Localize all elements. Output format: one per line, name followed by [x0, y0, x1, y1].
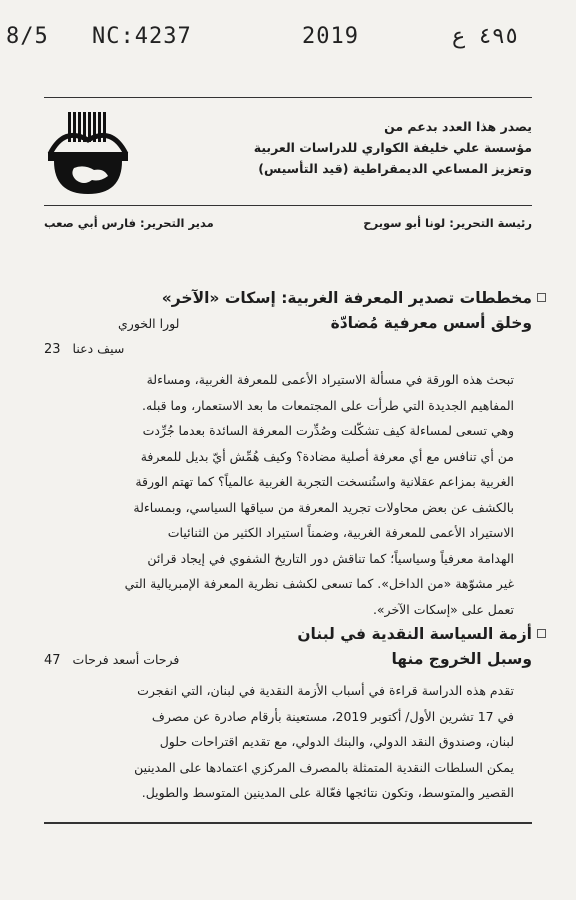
article-title: أزمة السياسة النقدية في لبنان	[297, 625, 532, 643]
abstract-line: الاستيراد الأعمى للمعرفة الغربية، وضمناً استيراد الكثير من الثنائيات	[167, 525, 514, 540]
abstract-line: القصير والمتوسط، وتكون نتائجها فعّالة على المدينين المتوسط والطويل.	[141, 785, 514, 800]
abstract-line: غير مشوّهة «من الداخل». كما تسعى لكشف نظرية المعرفة الإمبريالية التي	[124, 576, 514, 591]
abstract-line: المفاهيم الجديدة التي طرأت على المجتمعات ما بعد الاستعمار، وما قبله.	[142, 397, 514, 413]
page-number: 47	[44, 653, 61, 668]
abstract-line: الهدامة معرفياً وسياسياً؛ كما تناقش دور التاريخ الشفوي في إيجاد قرائن	[147, 550, 514, 566]
sponsor-line: وتعزيز المساعي الديمقراطية (قيد التأسيس)	[258, 161, 532, 176]
header-rule	[44, 205, 532, 206]
abstract-line: في 17 تشرين الأول/ أكتوبر 2019، مستعينة بأرقام صادرة عن مصرف	[151, 708, 514, 724]
managing-editor: مدير التحرير: فارس أبي صعب	[44, 216, 214, 230]
bullet-square-icon	[537, 629, 546, 638]
article-entry	[44, 622, 532, 806]
bottom-rule	[44, 822, 532, 824]
journal-logo-icon	[44, 110, 132, 196]
handwritten-reference: NC:4237	[92, 24, 192, 49]
sponsor-line: يصدر هذا العدد بدعم من	[384, 119, 532, 134]
abstract-line: تقدم هذه الدراسة قراءة في أسباب الأزمة النقدية في لبنان، التي انفجرت	[137, 683, 514, 698]
article-author: لورا الخوري	[118, 316, 180, 331]
article-abstract	[44, 678, 514, 806]
page-number: 23	[44, 342, 61, 357]
handwritten-code: ٤٩٥ ع	[452, 24, 519, 49]
abstract-line: تعمل على «إسكات الآخر».	[372, 601, 514, 617]
handwritten-year: 2019	[302, 24, 359, 49]
article-author: فرحات أسعد فرحات	[72, 652, 180, 667]
abstract-line: بالكشف عن بعض محاولات تجريد المعرفة من سياقها السياسي، وبمساءلة	[133, 499, 514, 515]
abstract-line: لبنان، وصندوق النقد الدولي، والبنك الدولي، مع تقديم اقتراحات حلول	[159, 734, 514, 749]
article-title: مخططات تصدير المعرفة الغربية: إسكات «الآخر»	[161, 289, 532, 307]
article-author: سيف دعنا	[72, 341, 125, 356]
handwritten-page-mark: 8/5	[6, 24, 49, 49]
article-title-continued: وخلق أسس معرفية مُضادّة	[330, 314, 532, 332]
article-title-continued: وسبل الخروج منها	[391, 650, 532, 668]
abstract-line: وهي تسعى لمساءلة كيف تشكّلت وصُدِّرت المعرفة السائدة بعدما جُرِّدت	[142, 423, 514, 438]
editors-line	[44, 216, 532, 230]
article-abstract	[44, 367, 514, 622]
abstract-line: الغربية بمزاعم عقلانية واستُنسخت التجربة الغربية عالمياً؟ كما تهتم الورقة	[135, 474, 514, 489]
article-entry	[44, 286, 532, 622]
abstract-line: يمكن السلطات النقدية المتمثلة بالمصرف المركزي اعتمادها على المدينين	[134, 759, 514, 775]
abstract-line: تبحث هذه الورقة في مسألة الاستيراد الأعمى للمعرفة الغربية، ومساءلة	[146, 372, 514, 387]
sponsor-line: مؤسسة علي خليفة الكواري للدراسات العربية	[253, 140, 532, 155]
sponsor-note	[172, 116, 532, 179]
top-rule	[44, 97, 532, 98]
abstract-line: من أي تنافس مع أي معرفة أصلية مضادة؟ وكيف هُمِّش أيّ بديل للمعرفة	[140, 448, 514, 464]
editor-in-chief: رئيسة التحرير: لونا أبو سويرح	[363, 216, 532, 230]
bullet-square-icon	[537, 293, 546, 302]
